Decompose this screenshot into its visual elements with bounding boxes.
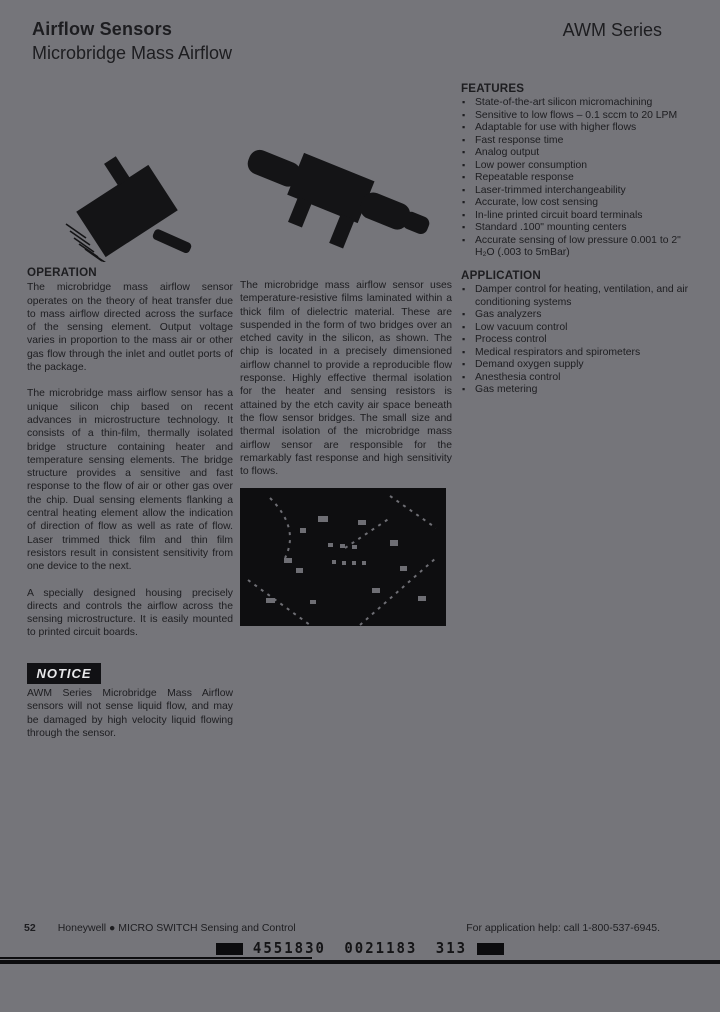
features-heading: FEATURES [461, 82, 525, 95]
document-code-row [0, 941, 720, 957]
application-item: ▪ Gas analyzers [461, 309, 701, 322]
feature-item: ▪ Standard .100" mounting centers [461, 222, 701, 235]
feature-item: ▪ Laser-trimmed interchangeability [461, 185, 701, 198]
series-label: AWM Series [562, 20, 662, 40]
sensor-package-photo [52, 152, 202, 262]
notice-text: AWM Series Microbridge Mass Airflow sensors will not sense liquid flow, and may be damaged by high velocity liquid flowing through the sensor. [27, 688, 233, 739]
footer-company: Honeywell ● MICRO SWITCH Sensing and Control [57, 922, 296, 934]
application-item: ▪ Demand oxygen supply [461, 359, 701, 372]
notice-label [27, 663, 101, 684]
sensor-tube-assembly-photo [243, 133, 450, 255]
application-item: ▪ Medical respirators and spirometers [461, 347, 701, 360]
application-item: ▪ Damper control for heating, ventilation, and air conditioning systems [461, 284, 701, 309]
feature-item: ▪ Fast response time [461, 135, 701, 148]
footer-help: For application help: call 1-800-537-6945. [466, 922, 660, 934]
microbridge-chip-photo [240, 488, 446, 626]
operation-paragraph: The microbridge mass airflow sensor operates on the theory of heat transfer due to mass airflow directed across the surface of the sensing element. Output voltage varies in proportion to the mass air or other gas flow through the inlet and outlet ports of the package. [27, 282, 233, 374]
application-list [461, 284, 701, 397]
operation-column [27, 266, 233, 653]
notice-label-text: NOTICE [36, 666, 92, 681]
operation-heading: OPERATION [27, 266, 97, 279]
feature-item: ▪ Accurate, low cost sensing [461, 197, 701, 210]
footer-rule-thick [0, 960, 720, 964]
feature-item: ▪ Sensitive to low flows – 0.1 sccm to 20 LPM [461, 110, 701, 123]
feature-item: ▪ Low power consumption [461, 160, 701, 173]
feature-item: ▪ Adaptable for use with higher flows [461, 122, 701, 135]
feature-item: ▪ Accurate sensing of low pressure 0.001 to 2" H₂O (.003 to 5mBar) [461, 235, 701, 260]
document-code: 4551830 0021183 313 [252, 940, 468, 958]
feature-item: ▪ Repeatable response [461, 172, 701, 185]
feature-item: ▪ In-line printed circuit board terminals [461, 210, 701, 223]
feature-item: ▪ Analog output [461, 147, 701, 160]
code-block-left-icon [216, 943, 243, 955]
application-item: ▪ Low vacuum control [461, 322, 701, 335]
features-list [461, 97, 701, 260]
application-item: ▪ Process control [461, 334, 701, 347]
features-application-column [461, 82, 701, 397]
feature-item: ▪ State-of-the-art silicon micromachining [461, 97, 701, 110]
page-subtitle: Microbridge Mass Airflow [32, 43, 233, 63]
description-paragraph: The microbridge mass airflow sensor uses temperature-resistive films laminated within a thick film of dielectric material. These are suspended in the form of two bridges over an etched cavity in the silicon, as shown. The chip is located in a precisely dimensioned airflow channel to provide a reproducible flow response. Highly effective thermal isolation for the heater and sensing resistors is attained by the etch cavity air space beneath the flow sensor bridges. The small size and thermal isolation of the microbridge mass airflow sensor are responsible for the remarkably fast response and high sensitivity to flows. [240, 280, 452, 478]
application-item: ▪ Gas metering [461, 384, 701, 397]
application-item: ▪ Anesthesia control [461, 372, 701, 385]
code-block-right-icon [477, 943, 504, 955]
footer-left [24, 922, 296, 934]
description-column [240, 279, 452, 491]
footer-rule-thin [0, 957, 312, 959]
page-title: Airflow Sensors [32, 19, 173, 39]
application-heading: APPLICATION [461, 268, 541, 282]
operation-paragraph: A specially designed housing precisely directs and controls the airflow across the sensing microstructure. It is easily mounted to printed circuit boards. [27, 587, 233, 639]
operation-paragraph: The microbridge mass airflow sensor has a unique silicon chip based on recent advances in microstructure technology. It consists of a thin-film, thermally isolated bridge structure containing heater and temperature sensing elements. The bridge structure provides a sensitive and fast response to the flow of air or other gas over the chip. Dual sensing elements flanking a central heating element allow the indication of direction of flow as well as rate of flow. Laser trimmed thick film and thin film resistors result in consistent sensitivity from one device to the next. [27, 388, 233, 573]
page-number: 52 [24, 922, 36, 934]
